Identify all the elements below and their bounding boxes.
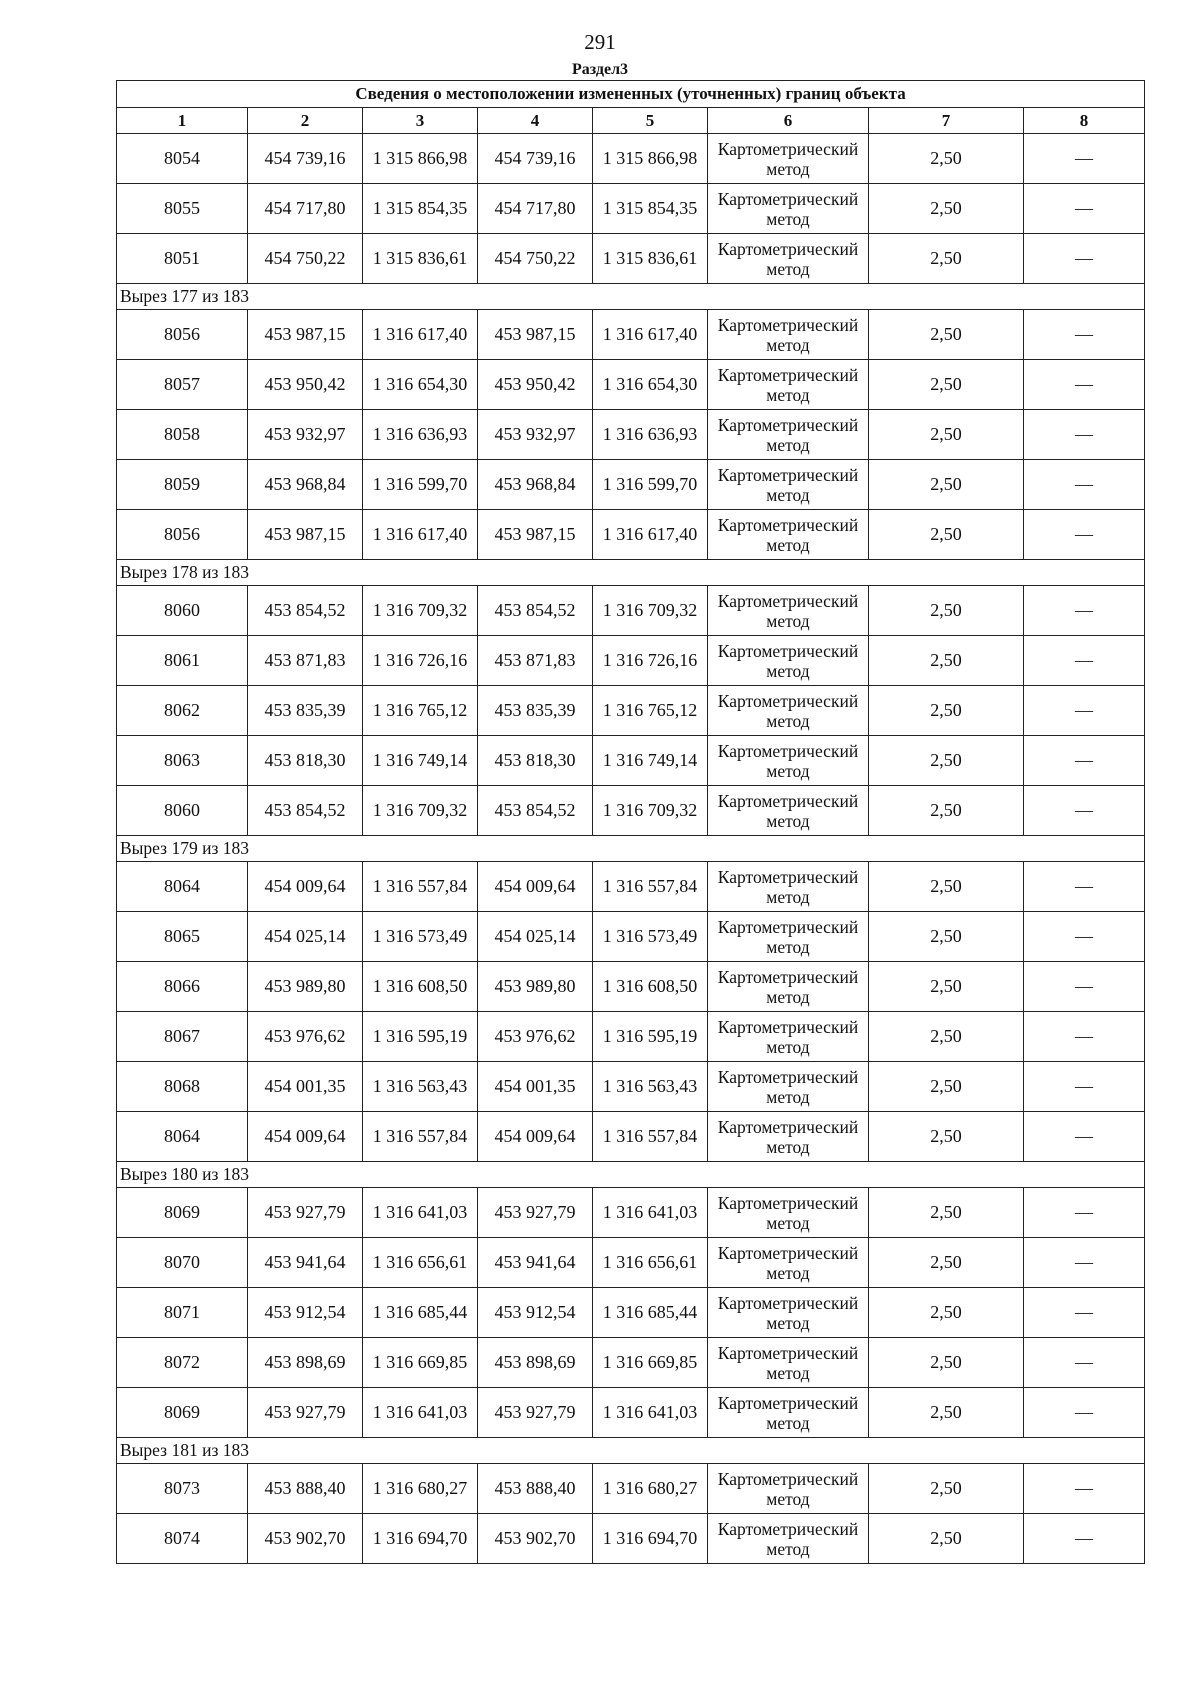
y-existing-cell: 1 316 709,32 bbox=[363, 786, 478, 836]
x-new-cell: 453 941,64 bbox=[478, 1238, 593, 1288]
description-cell: — bbox=[1024, 360, 1145, 410]
page-number: 291 bbox=[584, 30, 616, 54]
group-label: Вырез 178 из 183 bbox=[117, 560, 1145, 586]
y-existing-cell: 1 316 599,70 bbox=[363, 460, 478, 510]
group-header-row bbox=[117, 560, 1145, 586]
x-existing-cell: 454 001,35 bbox=[248, 1062, 363, 1112]
method-cell: Картометрический метод bbox=[708, 360, 869, 410]
column-number-header: 6 bbox=[708, 108, 869, 134]
description-cell: — bbox=[1024, 310, 1145, 360]
y-new-cell: 1 316 617,40 bbox=[593, 310, 708, 360]
description-cell: — bbox=[1024, 1338, 1145, 1388]
x-existing-cell: 454 009,64 bbox=[248, 862, 363, 912]
y-new-cell: 1 316 573,49 bbox=[593, 912, 708, 962]
y-new-cell: 1 316 617,40 bbox=[593, 510, 708, 560]
description-cell: — bbox=[1024, 410, 1145, 460]
x-new-cell: 454 009,64 bbox=[478, 862, 593, 912]
y-new-cell: 1 315 866,98 bbox=[593, 134, 708, 184]
table-row bbox=[117, 310, 1145, 360]
group-header-row bbox=[117, 1438, 1145, 1464]
y-existing-cell: 1 316 641,03 bbox=[363, 1388, 478, 1438]
table-row bbox=[117, 786, 1145, 836]
accuracy-cell: 2,50 bbox=[869, 862, 1024, 912]
x-new-cell: 453 835,39 bbox=[478, 686, 593, 736]
point-number-cell: 8059 bbox=[117, 460, 248, 510]
x-new-cell: 453 871,83 bbox=[478, 636, 593, 686]
y-existing-cell: 1 316 656,61 bbox=[363, 1238, 478, 1288]
description-cell: — bbox=[1024, 912, 1145, 962]
x-new-cell: 453 902,70 bbox=[478, 1514, 593, 1564]
point-number-cell: 8073 bbox=[117, 1464, 248, 1514]
method-cell: Картометрический метод bbox=[708, 636, 869, 686]
table-row bbox=[117, 134, 1145, 184]
description-cell: — bbox=[1024, 1062, 1145, 1112]
x-new-cell: 453 927,79 bbox=[478, 1188, 593, 1238]
y-existing-cell: 1 316 557,84 bbox=[363, 862, 478, 912]
y-existing-cell: 1 315 854,35 bbox=[363, 184, 478, 234]
description-cell: — bbox=[1024, 636, 1145, 686]
x-existing-cell: 453 968,84 bbox=[248, 460, 363, 510]
y-existing-cell: 1 316 617,40 bbox=[363, 510, 478, 560]
method-cell: Картометрический метод bbox=[708, 1012, 869, 1062]
x-existing-cell: 454 025,14 bbox=[248, 912, 363, 962]
x-new-cell: 454 750,22 bbox=[478, 234, 593, 284]
accuracy-cell: 2,50 bbox=[869, 310, 1024, 360]
accuracy-cell: 2,50 bbox=[869, 1012, 1024, 1062]
point-number-cell: 8066 bbox=[117, 962, 248, 1012]
table-row bbox=[117, 1062, 1145, 1112]
point-number-cell: 8054 bbox=[117, 134, 248, 184]
description-cell: — bbox=[1024, 1388, 1145, 1438]
x-existing-cell: 453 854,52 bbox=[248, 586, 363, 636]
x-existing-cell: 453 835,39 bbox=[248, 686, 363, 736]
table-row bbox=[117, 736, 1145, 786]
description-cell: — bbox=[1024, 460, 1145, 510]
x-existing-cell: 453 898,69 bbox=[248, 1338, 363, 1388]
y-existing-cell: 1 316 685,44 bbox=[363, 1288, 478, 1338]
point-number-cell: 8072 bbox=[117, 1338, 248, 1388]
x-existing-cell: 454 009,64 bbox=[248, 1112, 363, 1162]
table-row bbox=[117, 1238, 1145, 1288]
y-new-cell: 1 315 836,61 bbox=[593, 234, 708, 284]
x-new-cell: 453 927,79 bbox=[478, 1388, 593, 1438]
column-number-header: 7 bbox=[869, 108, 1024, 134]
point-number-cell: 8069 bbox=[117, 1188, 248, 1238]
method-cell: Картометрический метод bbox=[708, 912, 869, 962]
y-new-cell: 1 316 557,84 bbox=[593, 862, 708, 912]
y-existing-cell: 1 316 573,49 bbox=[363, 912, 478, 962]
y-new-cell: 1 316 709,32 bbox=[593, 586, 708, 636]
accuracy-cell: 2,50 bbox=[869, 234, 1024, 284]
x-existing-cell: 454 739,16 bbox=[248, 134, 363, 184]
description-cell: — bbox=[1024, 786, 1145, 836]
y-existing-cell: 1 316 636,93 bbox=[363, 410, 478, 460]
point-number-cell: 8068 bbox=[117, 1062, 248, 1112]
table-row bbox=[117, 410, 1145, 460]
accuracy-cell: 2,50 bbox=[869, 586, 1024, 636]
y-new-cell: 1 316 563,43 bbox=[593, 1062, 708, 1112]
y-existing-cell: 1 316 680,27 bbox=[363, 1464, 478, 1514]
x-new-cell: 453 987,15 bbox=[478, 310, 593, 360]
method-cell: Картометрический метод bbox=[708, 962, 869, 1012]
method-cell: Картометрический метод bbox=[708, 184, 869, 234]
x-new-cell: 454 009,64 bbox=[478, 1112, 593, 1162]
table-row bbox=[117, 862, 1145, 912]
method-cell: Картометрический метод bbox=[708, 510, 869, 560]
method-cell: Картометрический метод bbox=[708, 686, 869, 736]
method-cell: Картометрический метод bbox=[708, 786, 869, 836]
y-new-cell: 1 316 685,44 bbox=[593, 1288, 708, 1338]
column-number-row bbox=[117, 108, 1145, 134]
y-existing-cell: 1 316 669,85 bbox=[363, 1338, 478, 1388]
table-row bbox=[117, 636, 1145, 686]
y-new-cell: 1 316 709,32 bbox=[593, 786, 708, 836]
y-new-cell: 1 316 636,93 bbox=[593, 410, 708, 460]
x-new-cell: 453 818,30 bbox=[478, 736, 593, 786]
x-new-cell: 453 989,80 bbox=[478, 962, 593, 1012]
group-label: Вырез 177 из 183 bbox=[117, 284, 1145, 310]
description-cell: — bbox=[1024, 686, 1145, 736]
y-existing-cell: 1 316 694,70 bbox=[363, 1514, 478, 1564]
point-number-cell: 8051 bbox=[117, 234, 248, 284]
x-new-cell: 453 854,52 bbox=[478, 786, 593, 836]
point-number-cell: 8055 bbox=[117, 184, 248, 234]
point-number-cell: 8060 bbox=[117, 786, 248, 836]
y-new-cell: 1 316 669,85 bbox=[593, 1338, 708, 1388]
column-number-header: 5 bbox=[593, 108, 708, 134]
point-number-cell: 8065 bbox=[117, 912, 248, 962]
method-cell: Картометрический метод bbox=[708, 862, 869, 912]
y-new-cell: 1 316 656,61 bbox=[593, 1238, 708, 1288]
table-row bbox=[117, 1338, 1145, 1388]
point-number-cell: 8060 bbox=[117, 586, 248, 636]
x-new-cell: 453 968,84 bbox=[478, 460, 593, 510]
method-cell: Картометрический метод bbox=[708, 234, 869, 284]
method-cell: Картометрический метод bbox=[708, 134, 869, 184]
method-cell: Картометрический метод bbox=[708, 1514, 869, 1564]
table-body bbox=[117, 134, 1145, 1564]
table-row bbox=[117, 360, 1145, 410]
table-row bbox=[117, 1012, 1145, 1062]
x-existing-cell: 453 888,40 bbox=[248, 1464, 363, 1514]
y-new-cell: 1 316 595,19 bbox=[593, 1012, 708, 1062]
y-existing-cell: 1 316 709,32 bbox=[363, 586, 478, 636]
method-cell: Картометрический метод bbox=[708, 460, 869, 510]
description-cell: — bbox=[1024, 586, 1145, 636]
table-row bbox=[117, 1388, 1145, 1438]
group-header-row bbox=[117, 836, 1145, 862]
y-new-cell: 1 316 749,14 bbox=[593, 736, 708, 786]
description-cell: — bbox=[1024, 736, 1145, 786]
method-cell: Картометрический метод bbox=[708, 1062, 869, 1112]
y-existing-cell: 1 316 749,14 bbox=[363, 736, 478, 786]
description-cell: — bbox=[1024, 1514, 1145, 1564]
description-cell: — bbox=[1024, 1012, 1145, 1062]
accuracy-cell: 2,50 bbox=[869, 1062, 1024, 1112]
accuracy-cell: 2,50 bbox=[869, 134, 1024, 184]
x-existing-cell: 453 902,70 bbox=[248, 1514, 363, 1564]
y-existing-cell: 1 316 765,12 bbox=[363, 686, 478, 736]
point-number-cell: 8070 bbox=[117, 1238, 248, 1288]
method-cell: Картометрический метод bbox=[708, 1238, 869, 1288]
y-existing-cell: 1 316 726,16 bbox=[363, 636, 478, 686]
column-number-header: 3 bbox=[363, 108, 478, 134]
group-label: Вырез 180 из 183 bbox=[117, 1162, 1145, 1188]
accuracy-cell: 2,50 bbox=[869, 1464, 1024, 1514]
coordinates-table bbox=[116, 80, 1145, 1564]
accuracy-cell: 2,50 bbox=[869, 410, 1024, 460]
y-new-cell: 1 316 641,03 bbox=[593, 1388, 708, 1438]
x-new-cell: 453 912,54 bbox=[478, 1288, 593, 1338]
point-number-cell: 8074 bbox=[117, 1514, 248, 1564]
x-new-cell: 454 025,14 bbox=[478, 912, 593, 962]
method-cell: Картометрический метод bbox=[708, 1464, 869, 1514]
description-cell: — bbox=[1024, 862, 1145, 912]
accuracy-cell: 2,50 bbox=[869, 510, 1024, 560]
accuracy-cell: 2,50 bbox=[869, 736, 1024, 786]
x-existing-cell: 453 987,15 bbox=[248, 310, 363, 360]
description-cell: — bbox=[1024, 962, 1145, 1012]
point-number-cell: 8062 bbox=[117, 686, 248, 736]
description-cell: — bbox=[1024, 1188, 1145, 1238]
x-new-cell: 454 001,35 bbox=[478, 1062, 593, 1112]
description-cell: — bbox=[1024, 134, 1145, 184]
x-existing-cell: 453 854,52 bbox=[248, 786, 363, 836]
x-existing-cell: 453 941,64 bbox=[248, 1238, 363, 1288]
point-number-cell: 8063 bbox=[117, 736, 248, 786]
column-number-header: 1 bbox=[117, 108, 248, 134]
x-existing-cell: 453 987,15 bbox=[248, 510, 363, 560]
table-row bbox=[117, 184, 1145, 234]
table-row bbox=[117, 962, 1145, 1012]
point-number-cell: 8057 bbox=[117, 360, 248, 410]
y-existing-cell: 1 316 608,50 bbox=[363, 962, 478, 1012]
description-cell: — bbox=[1024, 1464, 1145, 1514]
point-number-cell: 8071 bbox=[117, 1288, 248, 1338]
x-existing-cell: 453 976,62 bbox=[248, 1012, 363, 1062]
y-existing-cell: 1 316 595,19 bbox=[363, 1012, 478, 1062]
point-number-cell: 8056 bbox=[117, 510, 248, 560]
table-row bbox=[117, 912, 1145, 962]
point-number-cell: 8058 bbox=[117, 410, 248, 460]
table-row bbox=[117, 1112, 1145, 1162]
x-new-cell: 453 854,52 bbox=[478, 586, 593, 636]
description-cell: — bbox=[1024, 1288, 1145, 1338]
description-cell: — bbox=[1024, 1238, 1145, 1288]
column-number-header: 8 bbox=[1024, 108, 1145, 134]
y-new-cell: 1 316 641,03 bbox=[593, 1188, 708, 1238]
accuracy-cell: 2,50 bbox=[869, 1188, 1024, 1238]
accuracy-cell: 2,50 bbox=[869, 1338, 1024, 1388]
x-new-cell: 453 888,40 bbox=[478, 1464, 593, 1514]
column-number-header: 2 bbox=[248, 108, 363, 134]
accuracy-cell: 2,50 bbox=[869, 962, 1024, 1012]
y-new-cell: 1 316 726,16 bbox=[593, 636, 708, 686]
group-label: Вырез 179 из 183 bbox=[117, 836, 1145, 862]
table-row bbox=[117, 686, 1145, 736]
x-new-cell: 453 976,62 bbox=[478, 1012, 593, 1062]
table-caption-row bbox=[117, 81, 1145, 108]
x-new-cell: 453 932,97 bbox=[478, 410, 593, 460]
section-title: Раздел3 bbox=[571, 61, 629, 78]
x-new-cell: 454 717,80 bbox=[478, 184, 593, 234]
y-existing-cell: 1 316 557,84 bbox=[363, 1112, 478, 1162]
x-existing-cell: 453 912,54 bbox=[248, 1288, 363, 1338]
method-cell: Картометрический метод bbox=[708, 410, 869, 460]
x-existing-cell: 453 871,83 bbox=[248, 636, 363, 686]
accuracy-cell: 2,50 bbox=[869, 1514, 1024, 1564]
point-number-cell: 8069 bbox=[117, 1388, 248, 1438]
point-number-cell: 8064 bbox=[117, 862, 248, 912]
description-cell: — bbox=[1024, 510, 1145, 560]
y-new-cell: 1 316 680,27 bbox=[593, 1464, 708, 1514]
method-cell: Картометрический метод bbox=[708, 1388, 869, 1438]
x-new-cell: 453 898,69 bbox=[478, 1338, 593, 1388]
group-header-row bbox=[117, 284, 1145, 310]
table-row bbox=[117, 1288, 1145, 1338]
method-cell: Картометрический метод bbox=[708, 1338, 869, 1388]
point-number-cell: 8067 bbox=[117, 1012, 248, 1062]
accuracy-cell: 2,50 bbox=[869, 686, 1024, 736]
table-row bbox=[117, 460, 1145, 510]
point-number-cell: 8061 bbox=[117, 636, 248, 686]
table-row bbox=[117, 510, 1145, 560]
accuracy-cell: 2,50 bbox=[869, 912, 1024, 962]
y-new-cell: 1 316 608,50 bbox=[593, 962, 708, 1012]
y-existing-cell: 1 316 654,30 bbox=[363, 360, 478, 410]
accuracy-cell: 2,50 bbox=[869, 1288, 1024, 1338]
method-cell: Картометрический метод bbox=[708, 736, 869, 786]
x-existing-cell: 453 818,30 bbox=[248, 736, 363, 786]
description-cell: — bbox=[1024, 1112, 1145, 1162]
method-cell: Картометрический метод bbox=[708, 310, 869, 360]
accuracy-cell: 2,50 bbox=[869, 1388, 1024, 1438]
table-row bbox=[117, 1188, 1145, 1238]
x-existing-cell: 453 927,79 bbox=[248, 1388, 363, 1438]
y-new-cell: 1 316 694,70 bbox=[593, 1514, 708, 1564]
point-number-cell: 8056 bbox=[117, 310, 248, 360]
accuracy-cell: 2,50 bbox=[869, 636, 1024, 686]
x-new-cell: 453 950,42 bbox=[478, 360, 593, 410]
y-new-cell: 1 316 557,84 bbox=[593, 1112, 708, 1162]
method-cell: Картометрический метод bbox=[708, 1288, 869, 1338]
accuracy-cell: 2,50 bbox=[869, 360, 1024, 410]
table-row bbox=[117, 1464, 1145, 1514]
y-new-cell: 1 315 854,35 bbox=[593, 184, 708, 234]
accuracy-cell: 2,50 bbox=[869, 786, 1024, 836]
table-row bbox=[117, 586, 1145, 636]
x-existing-cell: 453 932,97 bbox=[248, 410, 363, 460]
y-existing-cell: 1 315 866,98 bbox=[363, 134, 478, 184]
y-new-cell: 1 316 765,12 bbox=[593, 686, 708, 736]
accuracy-cell: 2,50 bbox=[869, 1112, 1024, 1162]
x-new-cell: 453 987,15 bbox=[478, 510, 593, 560]
method-cell: Картометрический метод bbox=[708, 1112, 869, 1162]
table-caption: Сведения о местоположении измененных (уточненных) границ объекта bbox=[117, 81, 1145, 108]
y-existing-cell: 1 316 617,40 bbox=[363, 310, 478, 360]
column-number-header: 4 bbox=[478, 108, 593, 134]
x-existing-cell: 454 750,22 bbox=[248, 234, 363, 284]
x-existing-cell: 453 989,80 bbox=[248, 962, 363, 1012]
accuracy-cell: 2,50 bbox=[869, 184, 1024, 234]
description-cell: — bbox=[1024, 184, 1145, 234]
y-new-cell: 1 316 654,30 bbox=[593, 360, 708, 410]
accuracy-cell: 2,50 bbox=[869, 1238, 1024, 1288]
y-existing-cell: 1 315 836,61 bbox=[363, 234, 478, 284]
y-new-cell: 1 316 599,70 bbox=[593, 460, 708, 510]
group-label: Вырез 181 из 183 bbox=[117, 1438, 1145, 1464]
point-number-cell: 8064 bbox=[117, 1112, 248, 1162]
table-row bbox=[117, 234, 1145, 284]
accuracy-cell: 2,50 bbox=[869, 460, 1024, 510]
x-existing-cell: 453 950,42 bbox=[248, 360, 363, 410]
x-existing-cell: 453 927,79 bbox=[248, 1188, 363, 1238]
group-header-row bbox=[117, 1162, 1145, 1188]
table-row bbox=[117, 1514, 1145, 1564]
x-new-cell: 454 739,16 bbox=[478, 134, 593, 184]
y-existing-cell: 1 316 641,03 bbox=[363, 1188, 478, 1238]
y-existing-cell: 1 316 563,43 bbox=[363, 1062, 478, 1112]
x-existing-cell: 454 717,80 bbox=[248, 184, 363, 234]
description-cell: — bbox=[1024, 234, 1145, 284]
method-cell: Картометрический метод bbox=[708, 1188, 869, 1238]
method-cell: Картометрический метод bbox=[708, 586, 869, 636]
